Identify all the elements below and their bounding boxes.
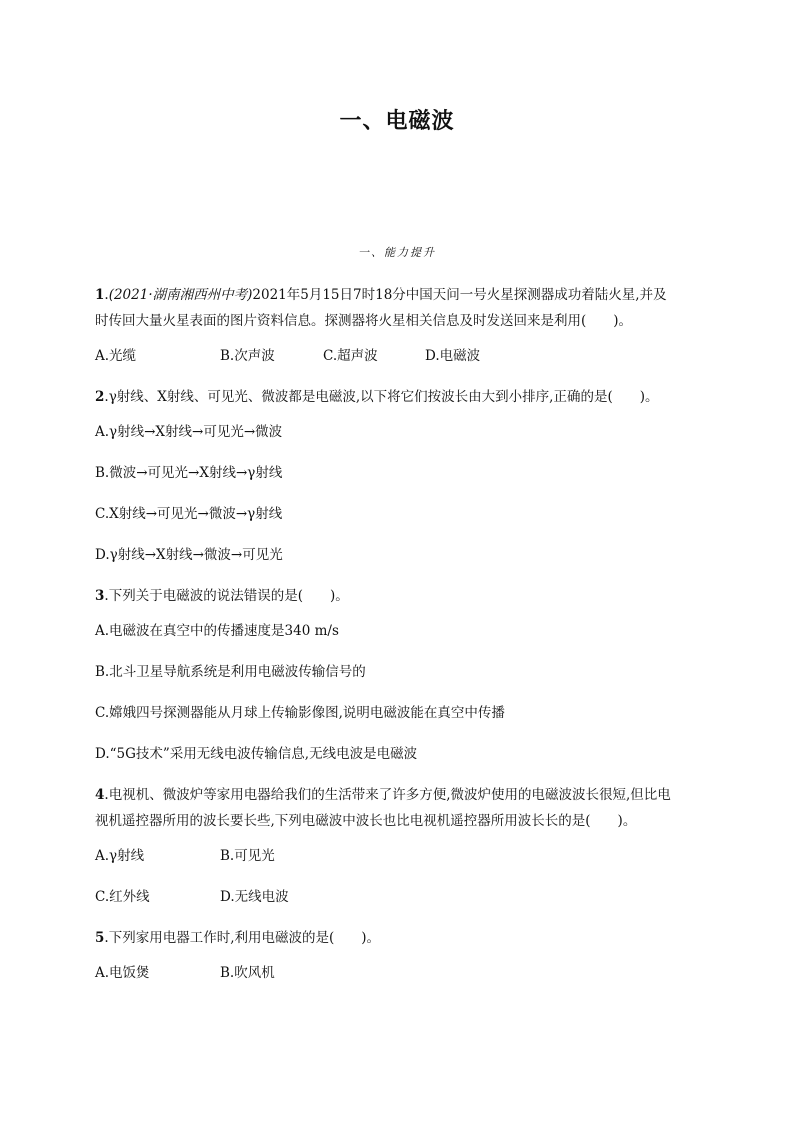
option-d: D.γ射线→X射线→微波→可见光 [95, 547, 283, 563]
question-text: .γ射线、X射线、可见光、微波都是电磁波,以下将它们按波长由大到小排序,正确的是( )。 [104, 389, 659, 405]
option-b: B.吹风机 [220, 965, 275, 981]
option-a: A.γ射线→X射线→可见光→微波 [95, 424, 283, 440]
option-d: D.“5G技术”采用无线电波传输信息,无线电波是电磁波 [95, 746, 418, 762]
option-d: D.无线电波 [220, 889, 289, 905]
option-row [95, 884, 695, 910]
option-a: A.电饭煲 [95, 965, 150, 981]
option-b: B.北斗卫星导航系统是利用电磁波传输信号的 [95, 664, 366, 680]
question-stem [95, 782, 695, 808]
option-c: C.红外线 [95, 889, 150, 905]
question-1 [95, 282, 695, 334]
question-number: 2 [95, 389, 105, 405]
question-text: .下列家用电器工作时,利用电磁波的是( )。 [104, 930, 381, 946]
option-row [95, 843, 695, 869]
question-text: .电视机、微波炉等家用电器给我们的生活带来了许多方便,微波炉使用的电磁波波长很短,但比电 [104, 787, 671, 803]
question-2 [95, 384, 695, 410]
question-list [95, 282, 695, 1001]
option-c: C.嫦娥四号探测器能从月球上传输影像图,说明电磁波能在真空中传播 [95, 705, 505, 721]
question-3 [95, 583, 695, 609]
question-text: 时传回大量火星表面的图片资料信息。探测器将火星相关信息及时发送回来是利用( )。 [95, 313, 633, 329]
question-4 [95, 782, 695, 834]
question-number: 4 [95, 787, 105, 803]
question-stem [95, 384, 695, 410]
option-c: C.X射线→可见光→微波→γ射线 [95, 506, 283, 522]
question-stem [95, 925, 695, 951]
option-row [95, 960, 695, 986]
question-stem: 1.(2021·湖南湘西州中考)2021年5月15日7时18分中国天问一号火星探测器成功着陆火星,并及 [95, 287, 667, 303]
option-row [95, 343, 695, 369]
page-title: 一、电磁波 [339, 109, 455, 134]
question-number: 3 [95, 588, 105, 604]
section-title: 一、能力提升 [358, 246, 436, 259]
option-b: B.微波→可见光→X射线→γ射线 [95, 465, 283, 481]
question-text: .下列关于电磁波的说法错误的是( )。 [104, 588, 349, 604]
question-source: (2021·湖南湘西州中考) [108, 287, 253, 303]
option-a: A.电磁波在真空中的传播速度是340 m/s [95, 623, 339, 639]
question-number: 5 [95, 930, 105, 946]
option-a: A.γ射线 [95, 848, 145, 864]
question-text: 视机遥控器所用的波长要长些,下列电磁波中波长也比电视机遥控器所用波长长的是( )。 [95, 813, 637, 829]
question-5 [95, 925, 695, 951]
option-c: C.超声波 [323, 348, 378, 364]
option-b: B.次声波 [220, 348, 275, 364]
option-b: B.可见光 [220, 848, 275, 864]
question-text: 2021年5月15日7时18分中国天问一号火星探测器成功着陆火星,并及 [252, 287, 667, 303]
option-d: D.电磁波 [425, 348, 481, 364]
option-a: A.光缆 [95, 348, 137, 364]
question-stem [95, 583, 695, 609]
question-number: 1 [95, 287, 105, 303]
